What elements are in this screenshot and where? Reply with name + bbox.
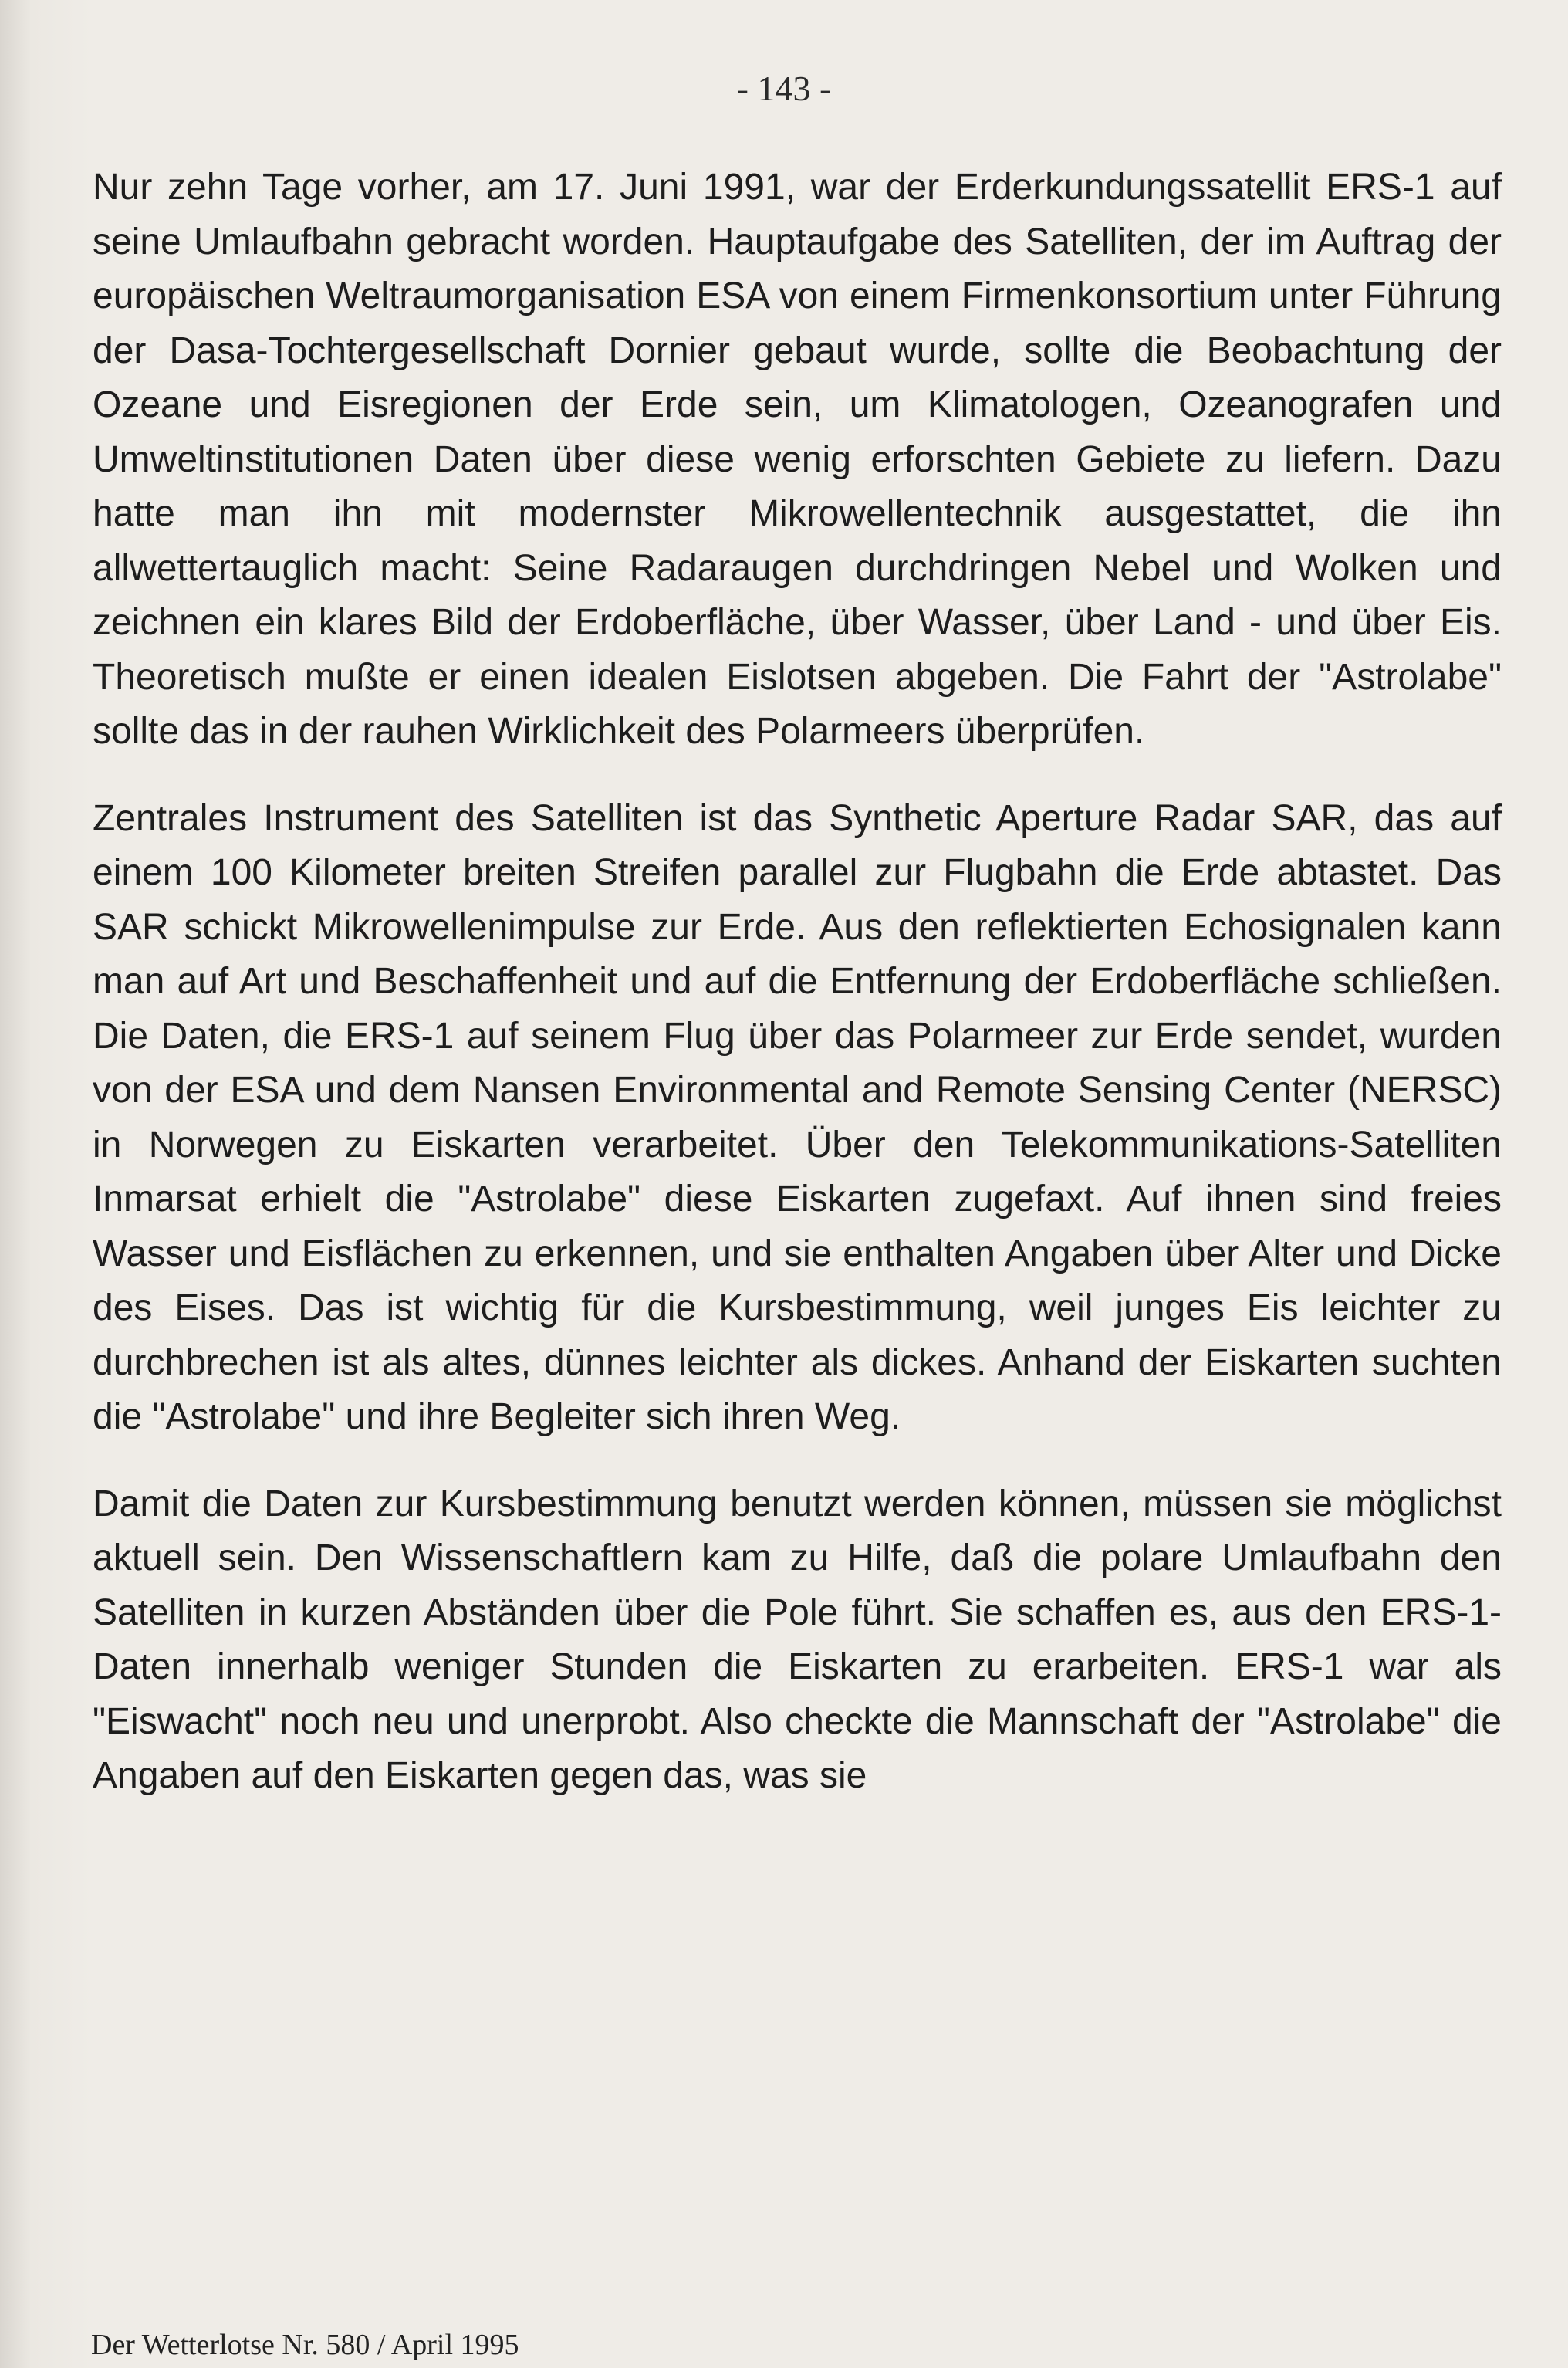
article-body: [93, 161, 1502, 1804]
paragraph-1: Nur zehn Tage vorher, am 17. Juni 1991, war der Erderkundungssatellit ERS-1 auf seine Umlaufbahn gebracht worden. Hauptaufgabe des Satelliten, der im Auftrag der europäischen Weltraumorganisation ESA von einem Firmenkonsortium unter Führung der Dasa-Tochtergesellschaft Dornier gebaut wurde, sollte die Beobachtung der Ozeane und Eisregionen der Erde sein, um Klimatologen, Ozeanografen und Umweltinstitutionen Daten über diese wenig erforschten Gebiete zu liefern. Dazu hatte man ihn mit modernster Mikrowellentechnik ausgestattet, die ihn allwettertauglich macht: Seine Radaraugen durchdringen Nebel und Wolken und zeichnen ein klares Bild der Erdoberfläche, über Wasser, über Land - und über Eis. Theoretisch mußte er einen idealen Eislotsen abgeben. Die Fahrt der "Astrolabe" sollte das in der rauhen Wirklichkeit des Polarmeers überprüfen.: [93, 167, 1502, 752]
paragraph-2: Zentrales Instrument des Satelliten ist das Synthetic Aperture Radar SAR, das auf einem 100 Kilometer breiten Streifen parallel zur Flugbahn die Erde abtastet. Das SAR schickt Mikrowellenimpulse zur Erde. Aus den reflektierten Echosignalen kann man auf Art und Beschaffenheit und auf die Entfernung der Erdoberfläche schließen. Die Daten, die ERS-1 auf seinem Flug über das Polarmeer zur Erde sendet, wurden von der ESA und dem Nansen Environmental and Remote Sensing Center (NERSC) in Norwegen zu Eiskarten verarbeitet. Über den Telekommunikations-Satelliten Inmarsat erhielt die "Astrolabe" diese Eiskarten zugefaxt. Auf ihnen sind freies Wasser und Eisflächen zu erkennen, und sie enthalten Angaben über Alter und Dicke des Eises. Das ist wichtig für die Kursbestimmung, weil junges Eis leichter zu durchbrechen ist als altes, dünnes leichter als dickes. Anhand der Eiskarten suchten die "Astrolabe" und ihre Begleiter sich ihren Weg.: [93, 797, 1502, 1437]
footer-citation: Der Wetterlotse Nr. 580 / April 1995: [91, 2329, 519, 2361]
paragraph-3: Damit die Daten zur Kursbestimmung benutzt werden können, müssen sie möglichst aktuell sein. Den Wissenschaftlern kam zu Hilfe, daß die polare Umlaufbahn den Satelliten in kurzen Abständen über die Pole führt. Sie schaffen es, aus den ERS-1-Daten innerhalb weniger Stunden die Eiskarten zu erarbeiten. ERS-1 war als "Eiswacht" noch neu und unerprobt. Also checkte die Mannschaft der "Astrolabe" die Angaben auf den Eiskarten gegen das, was sie: [93, 1483, 1502, 1796]
page-number: - 143 -: [736, 69, 832, 108]
